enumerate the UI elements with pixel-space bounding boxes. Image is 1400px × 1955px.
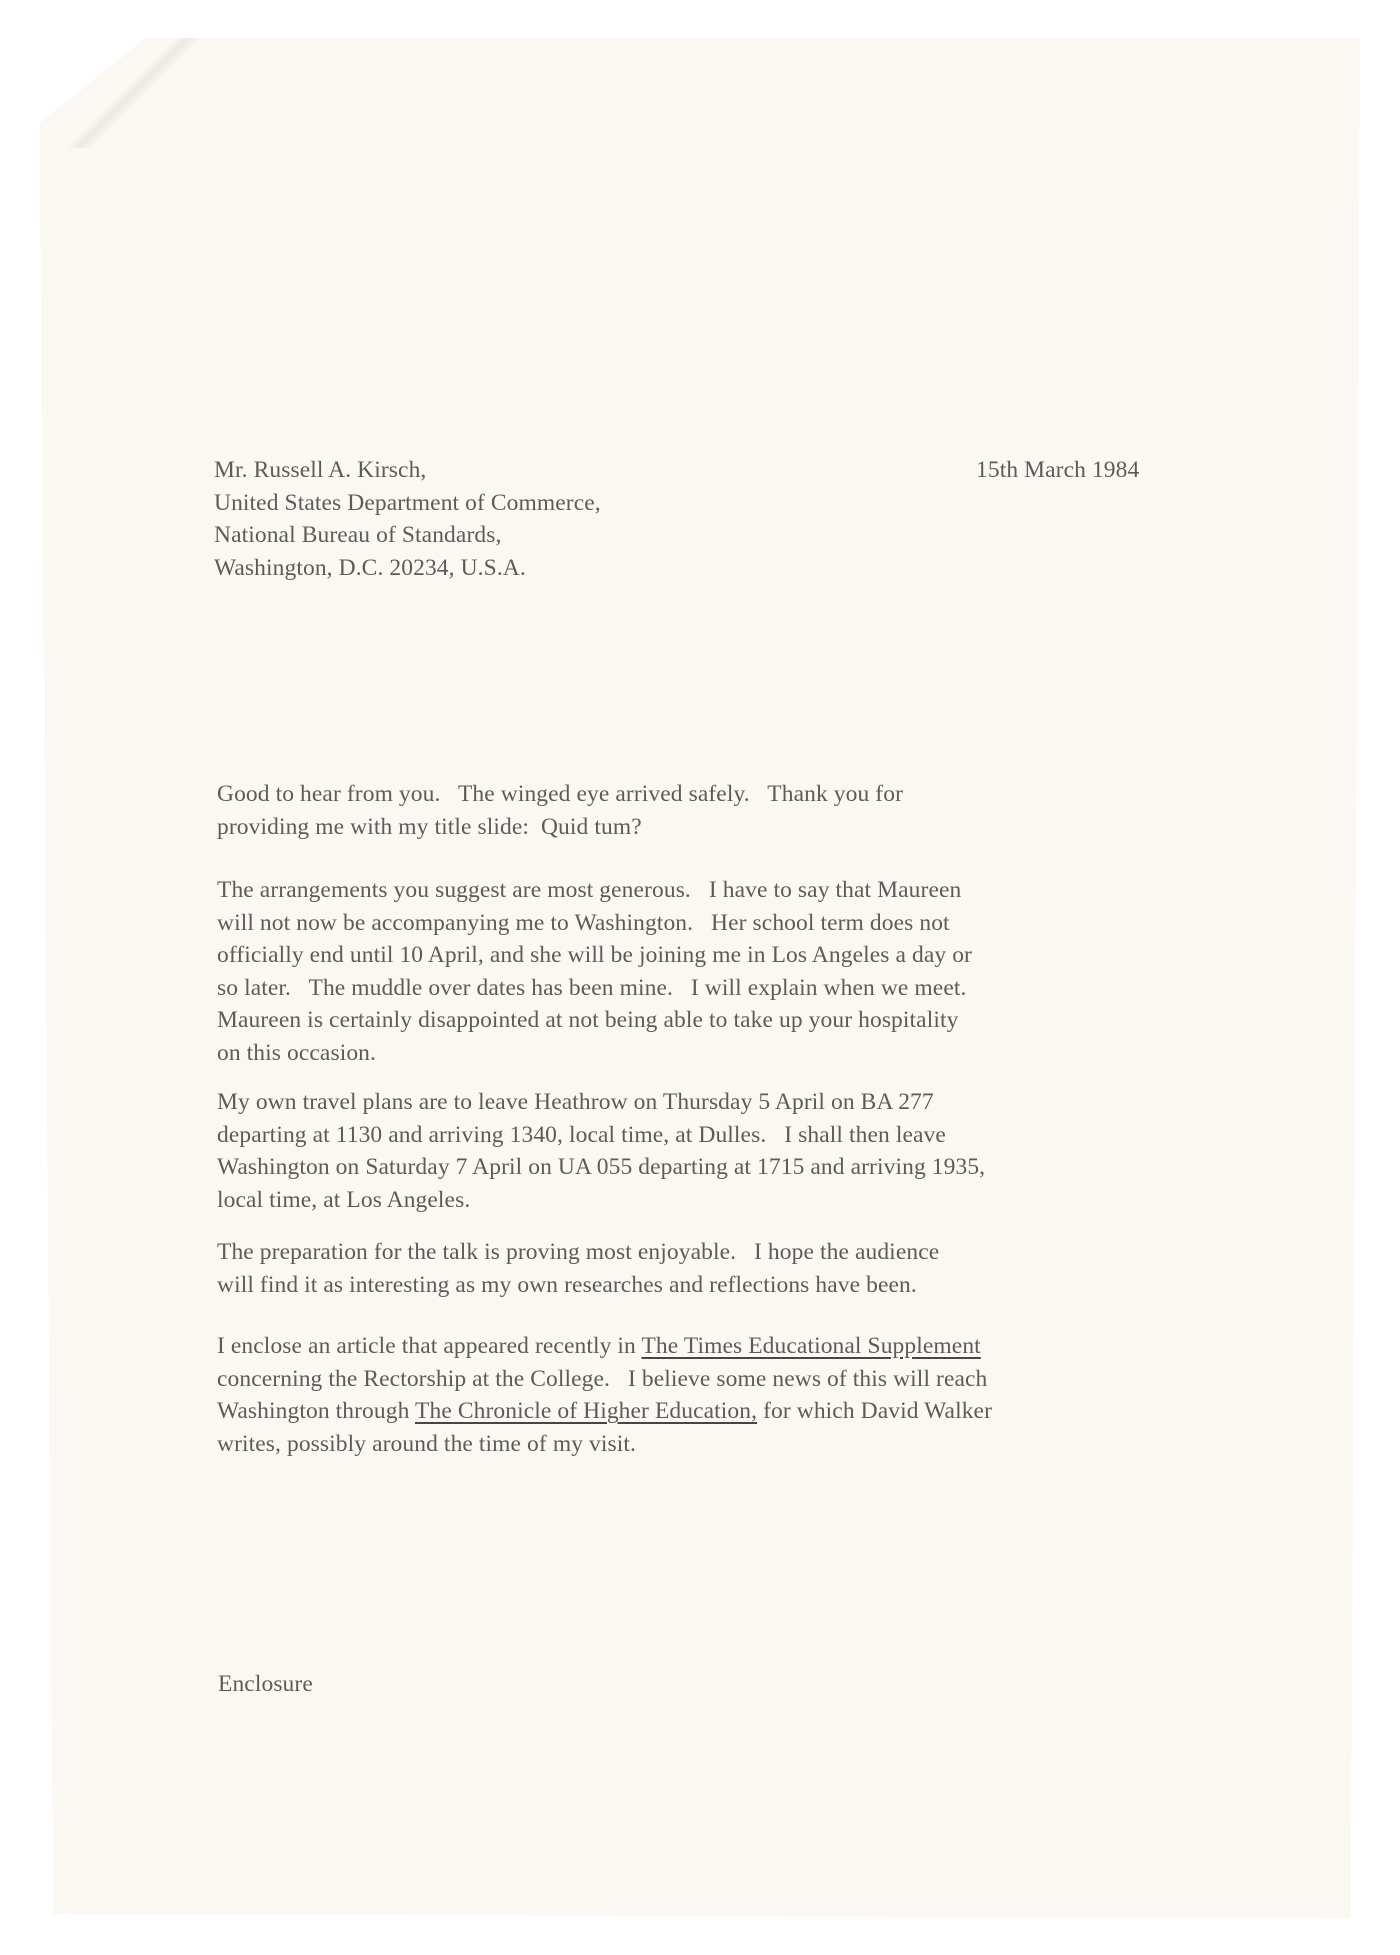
enclosure-note: Enclosure <box>218 1671 313 1697</box>
paragraph-line: The preparation for the talk is proving most enjoyable. I hope the audience <box>217 1239 940 1265</box>
paragraph-line: Maureen is certainly disappointed at not being able to take up your hospitality <box>217 1007 959 1033</box>
paragraph-line <box>217 1330 1217 1363</box>
times-educational-supplement-title: The Times Educational Supplement <box>641 1333 981 1359</box>
paragraph-line: so later. The muddle over dates has been mine. I will explain when we meet. <box>217 974 967 1001</box>
paragraph-line: on this occasion. <box>217 1039 376 1066</box>
letter-date: 15th March 1984 <box>976 457 1140 483</box>
paragraph-line: officially end until 10 April, and she will be joining me in Los Angeles a day or <box>217 942 972 968</box>
recipient-line: National Bureau of Standards, <box>214 522 502 548</box>
paragraph-line: concerning the Rectorship at the College. I believe some news of this will reach <box>217 1365 988 1392</box>
body-paragraph-3 <box>217 1086 1217 1216</box>
body-paragraph-4 <box>217 1236 1217 1301</box>
paragraph-line: will not now be accompanying me to Washington. Her school term does not <box>217 909 950 936</box>
paragraph-line: providing me with my title slide: Quid tum? <box>217 813 642 840</box>
paragraph-line <box>217 1395 1217 1428</box>
paragraph-line: departing at 1130 and arriving 1340, local time, at Dulles. I shall then leave <box>217 1121 946 1148</box>
closing-line3-tail: for which David Walker <box>757 1398 993 1424</box>
folded-corner <box>58 38 208 148</box>
paragraph-line: writes, possibly around the time of my visit. <box>217 1430 636 1457</box>
closing-line1-text: I enclose an article that appeared recently in <box>217 1333 642 1359</box>
paragraph-line: Good to hear from you. The winged eye arrived safely. Thank you for <box>217 781 904 807</box>
chronicle-higher-education-title: The Chronicle of Higher Education, <box>415 1398 758 1424</box>
paragraph-line: The arrangements you suggest are most generous. I have to say that Maureen <box>217 877 962 903</box>
recipient-line: Mr. Russell A. Kirsch, <box>214 457 427 483</box>
body-paragraph-5 <box>217 1330 1217 1460</box>
paragraph-line: Washington on Saturday 7 April on UA 055 departing at 1715 and arriving 1935, <box>217 1154 986 1180</box>
closing-line3-text: Washington through <box>217 1398 416 1424</box>
recipient-line: Washington, D.C. 20234, U.S.A. <box>214 554 526 581</box>
paragraph-line: local time, at Los Angeles. <box>217 1186 471 1213</box>
paragraph-line: My own travel plans are to leave Heathrow on Thursday 5 April on BA 277 <box>217 1089 934 1115</box>
recipient-line: United States Department of Commerce, <box>214 489 601 516</box>
paragraph-line: will find it as interesting as my own researches and reflections have been. <box>217 1271 917 1298</box>
recipient-address <box>214 454 601 584</box>
body-paragraph-2 <box>217 874 1217 1069</box>
body-paragraph-1 <box>217 778 1217 843</box>
